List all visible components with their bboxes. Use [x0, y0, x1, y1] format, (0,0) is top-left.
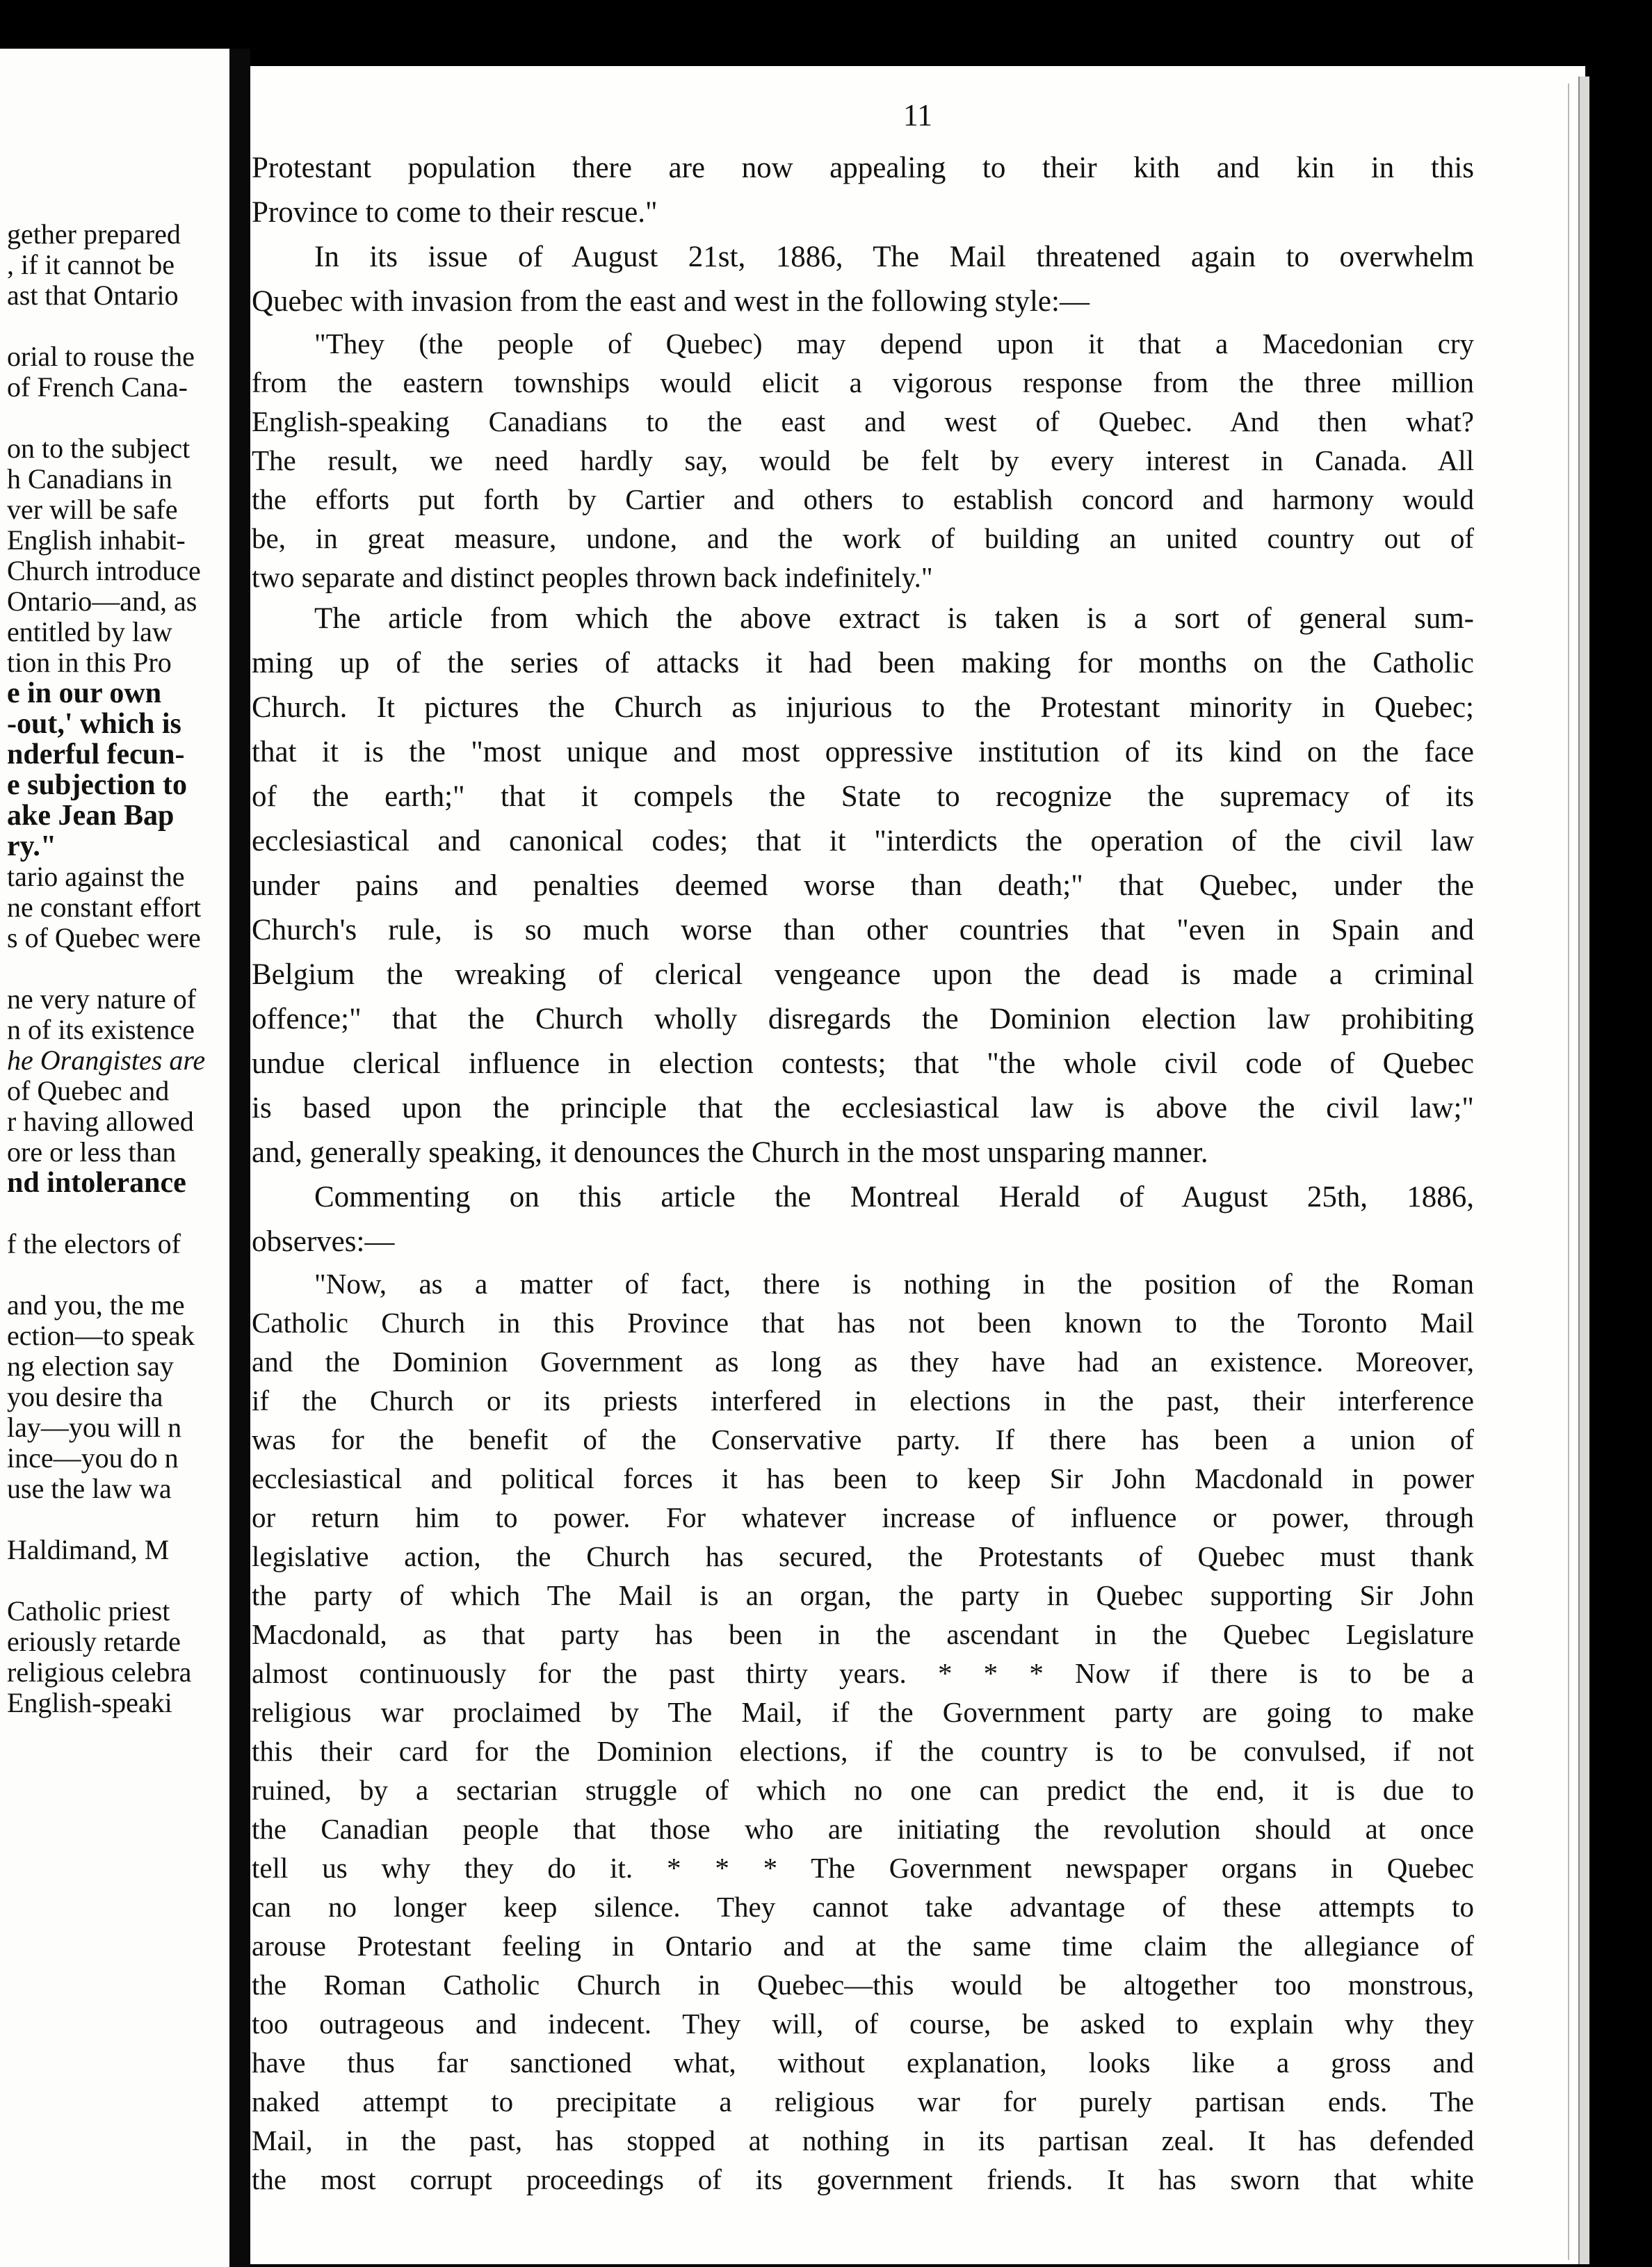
left-text-line: nd intolerance [7, 1168, 186, 1198]
text-line: ruined, by a sectarian struggle of which no one can predict the end, it is due to [252, 1774, 1474, 1806]
left-text-line: ry." [7, 831, 57, 862]
left-text-line: ore or less than [7, 1137, 177, 1168]
left-text-line: , if it cannot be [7, 250, 175, 280]
text-line: religious war proclaimed by The Mail, if the Government party are going to make [252, 1696, 1474, 1728]
text-line: Protestant population there are now appealing to their kith and kin in this [252, 152, 1474, 184]
left-line-gap [0, 311, 229, 341]
text-line: Catholic Church in this Province that has not been known to the Toronto Mail [252, 1307, 1474, 1339]
text-line: arouse Protestant feeling in Ontario and at the same time claim the allegiance of [252, 1930, 1474, 1962]
left-text-line: -out,' which is [7, 709, 181, 739]
text-line: almost continuously for the past thirty years. * * * Now if there is to be a [252, 1657, 1474, 1689]
text-line: this their card for the Dominion elections, if the country is to be convulsed, if not [252, 1735, 1474, 1767]
left-text-line: ast that Ontario [7, 280, 179, 311]
left-page [0, 49, 229, 2267]
left-text-line: s of Quebec were [7, 923, 201, 953]
text-line: "They (the people of Quebec) may depend upon it that a Macedonian cry [314, 328, 1474, 360]
left-line-gap [0, 1198, 229, 1229]
left-text-line: e in our own [7, 678, 162, 709]
page-edge [1578, 76, 1589, 2264]
left-text-line: r having allowed [7, 1106, 194, 1137]
text-line: the efforts put forth by Cartier and others to establish concord and harmony would [252, 483, 1474, 515]
left-text-line: ne very nature of [7, 984, 197, 1015]
left-text-line: English-speaki [7, 1688, 172, 1718]
text-line: the most corrupt proceedings of its government friends. It has sworn that white [252, 2163, 1474, 2195]
text-line: Quebec with invasion from the east and west in the following style:— [252, 285, 1090, 318]
text-line: too outrageous and indecent. They will, of course, be asked to explain why they [252, 2008, 1474, 2040]
left-text-line: ection—to speak [7, 1321, 195, 1351]
text-line: be, in great measure, undone, and the work of building an united country out of [252, 522, 1474, 554]
text-line: two separate and distinct peoples thrown back indefinitely." [252, 561, 933, 593]
text-line: that it is the "most unique and most oppressive institution of its kind on the face [252, 736, 1474, 768]
left-text-line: use the law wa [7, 1474, 172, 1504]
text-line: was for the benefit of the Conservative party. If there has been a union of [252, 1423, 1474, 1455]
left-text-line: tion in this Pro [7, 647, 172, 678]
left-text-line: and you, the me [7, 1290, 185, 1321]
left-text-line: you desire tha [7, 1382, 163, 1412]
text-line: from the eastern townships would elicit a vigorous response from the three million [252, 366, 1474, 398]
right-page [250, 66, 1585, 2264]
left-text-line: ake Jean Bap [7, 800, 175, 831]
text-line: ecclesiastical and political forces it has been to keep Sir John Macdonald in power [252, 1462, 1474, 1494]
text-line: Mail, in the past, has stopped at nothing in its partisan zeal. It has defended [252, 2124, 1474, 2156]
text-line: under pains and penalties deemed worse than death;" that Quebec, under the [252, 869, 1474, 902]
book-gutter [229, 49, 250, 2267]
text-line: if the Church or its priests interfered in elections in the past, their interference [252, 1385, 1474, 1417]
left-text-line: on to the subject [7, 433, 191, 464]
text-line: can no longer keep silence. They cannot take advantage of these attempts to [252, 1891, 1474, 1923]
text-line: undue clerical influence in election contests; that "the whole civil code of Quebec [252, 1047, 1474, 1080]
left-text-line: ne constant effort [7, 892, 202, 923]
text-line: Macdonald, as that party has been in the ascendant in the Quebec Legislature [252, 1618, 1474, 1650]
left-text-line: religious celebra [7, 1657, 192, 1688]
left-page-text [0, 219, 229, 1718]
text-line: Commenting on this article the Montreal Herald of August 25th, 1886, [314, 1181, 1474, 1213]
left-text-line: of Quebec and [7, 1076, 170, 1106]
left-text-line: ince—you do n [7, 1443, 179, 1474]
page-edge-rule [1568, 83, 1569, 2260]
left-text-line: Ontario—and, as [7, 586, 197, 617]
left-text-line: lay—you will n [7, 1412, 182, 1443]
left-text-line: f the electors of [7, 1229, 181, 1259]
text-line: The result, we need hardly say, would be felt by every interest in Canada. All [252, 444, 1474, 476]
text-line: the Canadian people that those who are initiating the revolution should at once [252, 1813, 1474, 1845]
left-text-line: Catholic priest [7, 1596, 170, 1627]
left-text-line: h Canadians in [7, 464, 172, 494]
text-line: the Roman Catholic Church in Quebec—this would be altogether too monstrous, [252, 1969, 1474, 2001]
left-text-line: nderful fecun- [7, 739, 185, 770]
text-line: or return him to power. For whatever increase of influence or power, through [252, 1501, 1474, 1533]
text-line: tell us why they do it. * * * The Government newspaper organs in Quebec [252, 1852, 1474, 1884]
text-line: the party of which The Mail is an organ, the party in Quebec supporting Sir John [252, 1579, 1474, 1611]
left-text-line: he Orangistes are [7, 1045, 206, 1076]
text-line: ming up of the series of attacks it had been making for months on the Catholic [252, 647, 1474, 679]
text-line: The article from which the above extract is taken is a sort of general sum- [314, 602, 1474, 635]
page-number: 11 [902, 98, 933, 132]
text-line: In its issue of August 21st, 1886, The Mail threatened again to overwhelm [314, 241, 1474, 273]
left-text-line: tario against the [7, 862, 185, 892]
left-text-line: eriously retarde [7, 1627, 181, 1657]
left-line-gap [0, 403, 229, 433]
left-line-gap [0, 1504, 229, 1535]
text-line: of the earth;" that it compels the State to recognize the supremacy of its [252, 780, 1474, 813]
left-text-line: gether prepared [7, 219, 181, 250]
left-text-line: ng election say [7, 1351, 174, 1382]
left-line-gap [0, 1565, 229, 1596]
left-line-gap [0, 953, 229, 984]
text-line: and the Dominion Government as long as they have had an existence. Moreover, [252, 1346, 1474, 1378]
left-text-line: ver will be safe [7, 494, 178, 525]
text-line: Church. It pictures the Church as injurious to the Protestant minority in Quebec; [252, 691, 1474, 724]
page-body-text [250, 146, 1481, 2199]
left-text-line: English inhabit- [7, 525, 186, 556]
text-line: Belgium the wreaking of clerical vengeance upon the dead is made a criminal [252, 958, 1474, 991]
text-line: English-speaking Canadians to the east and west of Quebec. And then what? [252, 405, 1474, 437]
left-text-line: of French Cana- [7, 372, 188, 403]
text-line: have thus far sanctioned what, without explanation, looks like a gross and [252, 2047, 1474, 2079]
text-line: "Now, as a matter of fact, there is nothing in the position of the Roman [314, 1268, 1474, 1300]
text-line: Province to come to their rescue." [252, 196, 658, 229]
text-line: and, generally speaking, it denounces the Church in the most unsparing manner. [252, 1136, 1208, 1169]
text-line: Church's rule, is so much worse than other countries that "even in Spain and [252, 914, 1474, 946]
text-line: is based upon the principle that the ecclesiastical law is above the civil law;" [252, 1092, 1474, 1124]
text-line: observes:— [252, 1225, 395, 1258]
text-line: legislative action, the Church has secured, the Protestants of Quebec must thank [252, 1540, 1474, 1572]
left-text-line: Haldimand, M [7, 1535, 170, 1565]
left-line-gap [0, 1259, 229, 1290]
left-text-line: n of its existence [7, 1015, 195, 1045]
left-text-line: e subjection to [7, 770, 187, 800]
left-text-line: entitled by law [7, 617, 172, 647]
text-line: ecclesiastical and canonical codes; that it "interdicts the operation of the civil law [252, 825, 1474, 857]
text-line: naked attempt to precipitate a religious war for purely partisan ends. The [252, 2086, 1474, 2117]
left-text-line: orial to rouse the [7, 341, 195, 372]
text-line: offence;" that the Church wholly disregards the Dominion election law prohibiting [252, 1003, 1474, 1035]
left-text-line: Church introduce [7, 556, 201, 586]
